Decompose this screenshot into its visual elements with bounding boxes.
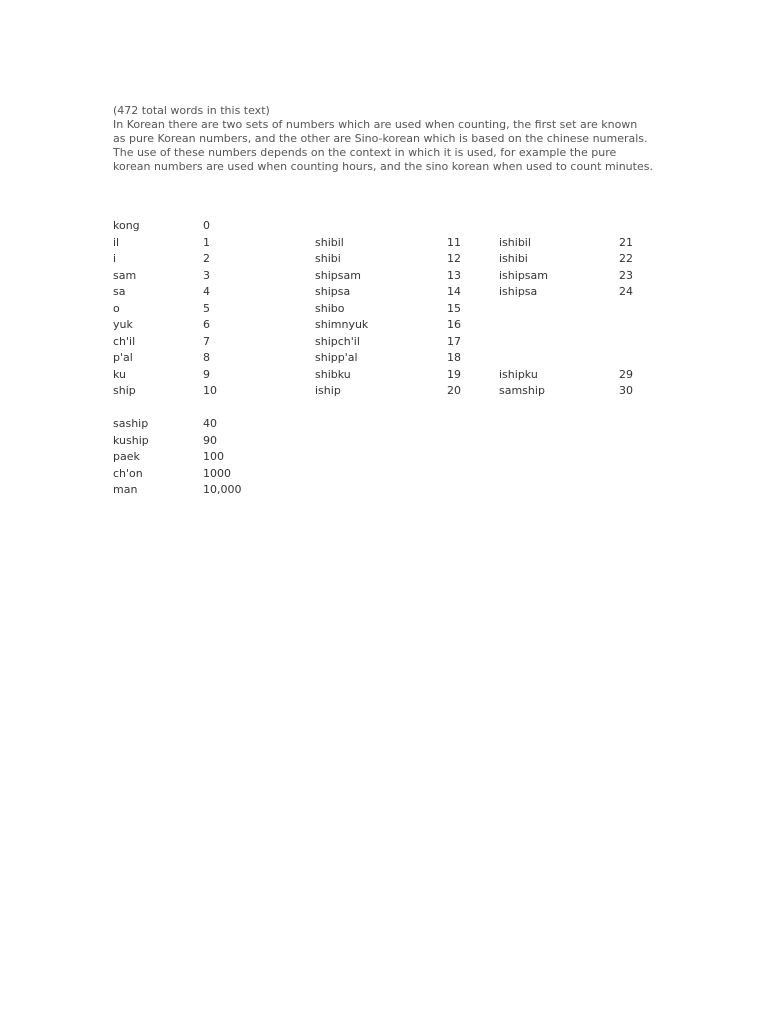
number-value: 18 — [447, 351, 461, 364]
korean-word: man — [113, 483, 138, 496]
number-value: 100 — [203, 450, 224, 463]
word-count: (472 total words in this text) — [113, 104, 270, 117]
number-value: 4 — [203, 285, 210, 298]
number-value: 11 — [447, 235, 461, 249]
number-value: 19 — [447, 367, 461, 381]
number-value: 6 — [203, 318, 210, 331]
korean-word: ship — [113, 384, 136, 397]
korean-word: shibi — [315, 252, 341, 265]
number-value: 7 — [203, 334, 210, 348]
number-value: 17 — [447, 334, 461, 348]
korean-word: p'al — [113, 351, 133, 364]
korean-word: ishipsam — [499, 268, 548, 282]
korean-word: il — [113, 235, 120, 249]
number-value: 14 — [447, 285, 461, 298]
intro-text — [113, 104, 653, 174]
korean-word: shipp'al — [315, 351, 358, 364]
intro-paragraph-2: The use of these numbers depends on the context in which it is used, for example the pure korean numbers are used when counting hours, and the sino korean when used to count minutes. — [113, 146, 653, 173]
korean-word: iship — [315, 384, 341, 397]
number-value: 1000 — [203, 466, 231, 480]
number-value: 15 — [447, 301, 461, 315]
number-value: 2 — [203, 252, 210, 265]
korean-word: kong — [113, 219, 140, 232]
number-value: 30 — [619, 384, 633, 397]
korean-word: shibku — [315, 367, 351, 381]
intro-paragraph-1: In Korean there are two sets of numbers which are used when counting, the first set are known as pure Korean numbers, and the other are Sino-korean which is based on the chinese numerals. — [113, 118, 648, 145]
number-value: 16 — [447, 318, 461, 331]
korean-word: shibil — [315, 235, 344, 249]
korean-word: shipsa — [315, 285, 351, 298]
number-value: 20 — [447, 384, 461, 397]
korean-word: ku — [113, 367, 127, 381]
korean-word: saship — [113, 417, 149, 430]
number-value: 22 — [619, 252, 633, 265]
korean-word: kuship — [113, 433, 149, 447]
number-value: 3 — [203, 268, 210, 282]
korean-word: ishibi — [499, 252, 528, 265]
number-value: 0 — [203, 219, 210, 232]
korean-word: o — [113, 301, 120, 315]
korean-word: shipsam — [315, 268, 361, 282]
number-value: 29 — [619, 367, 633, 381]
number-value: 12 — [447, 252, 461, 265]
korean-word: i — [113, 252, 117, 265]
korean-word: sam — [113, 268, 137, 282]
number-value: 90 — [203, 433, 217, 447]
number-value: 40 — [203, 417, 217, 430]
korean-word: ishibil — [499, 235, 531, 249]
korean-word: ishipsa — [499, 285, 538, 298]
korean-word: sa — [113, 285, 126, 298]
number-value: 13 — [447, 268, 461, 282]
number-value: 8 — [203, 351, 210, 364]
number-value: 10 — [203, 384, 217, 397]
number-value: 1 — [203, 235, 210, 249]
number-value: 10,000 — [203, 483, 242, 496]
korean-word: ch'il — [113, 334, 136, 348]
number-value: 24 — [619, 285, 633, 298]
korean-word: shimnyuk — [315, 318, 369, 331]
number-value: 21 — [619, 235, 633, 249]
korean-word: yuk — [113, 318, 133, 331]
korean-word: shibo — [315, 301, 345, 315]
korean-word: ch'on — [113, 466, 143, 480]
korean-word: shipch'il — [315, 334, 360, 348]
number-value: 23 — [619, 268, 633, 282]
korean-word: ishipku — [499, 367, 538, 381]
korean-word: samship — [499, 384, 545, 397]
number-value: 9 — [203, 367, 210, 381]
number-value: 5 — [203, 301, 210, 315]
korean-word: paek — [113, 450, 140, 463]
